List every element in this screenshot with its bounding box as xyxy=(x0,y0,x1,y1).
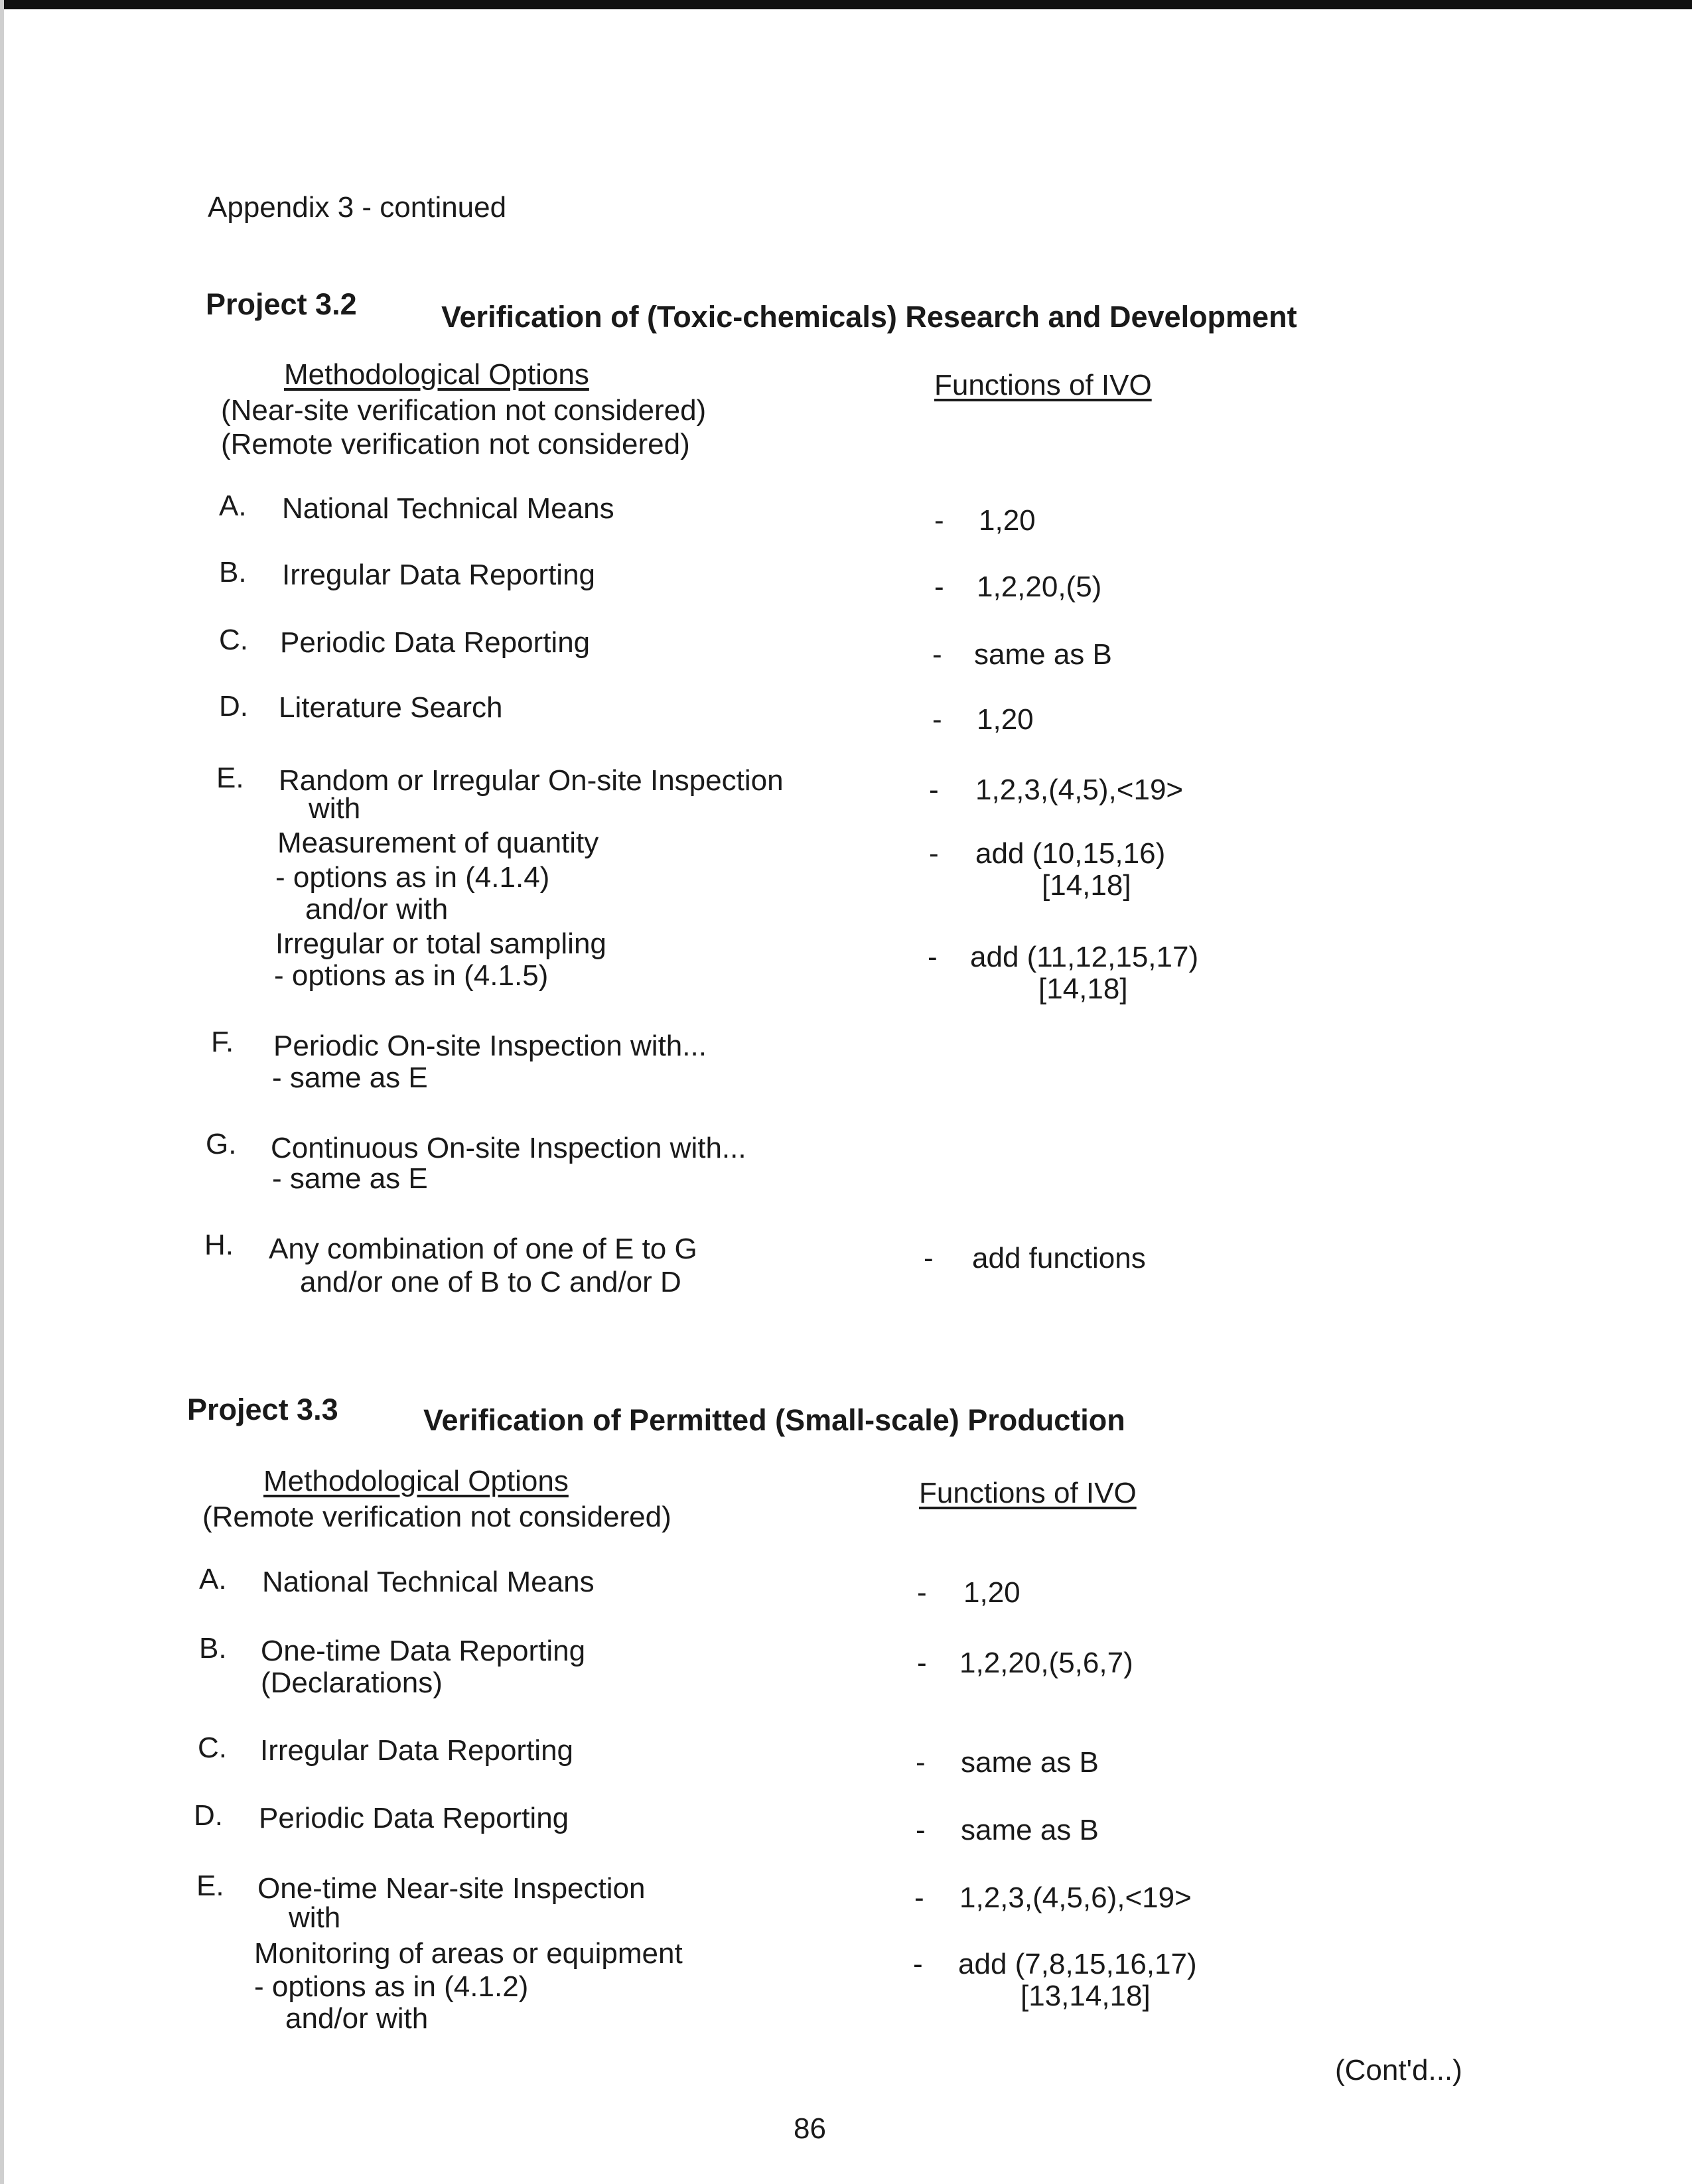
function-dash: - xyxy=(917,1647,927,1679)
function-value: 1,20 xyxy=(963,1576,1021,1609)
function-dash: - xyxy=(932,703,942,736)
function-dash: - xyxy=(929,837,939,870)
function-dash: - xyxy=(916,1746,926,1779)
function-dash: - xyxy=(914,1881,924,1914)
function-value: same as B xyxy=(961,1814,1099,1846)
item-letter: C. xyxy=(198,1732,227,1764)
function-dash: - xyxy=(913,1948,923,1980)
item-text: and/or with xyxy=(305,893,449,925)
function-value: same as B xyxy=(974,638,1112,671)
item-letter: E. xyxy=(216,762,244,794)
item-text: Measurement of quantity xyxy=(277,827,599,859)
item-text: National Technical Means xyxy=(262,1566,595,1598)
project-label: Project 3.3 xyxy=(187,1393,338,1426)
item-text: Continuous On-site Inspection with... xyxy=(271,1132,746,1164)
item-letter: C. xyxy=(219,624,248,656)
item-letter: A. xyxy=(199,1563,227,1596)
options-header: Methodological Options xyxy=(284,358,589,391)
item-letter: G. xyxy=(206,1128,237,1160)
project-label: Project 3.2 xyxy=(206,287,357,321)
function-value: 1,20 xyxy=(977,703,1034,736)
item-text: Irregular Data Reporting xyxy=(282,559,596,591)
function-dash: - xyxy=(934,571,944,603)
item-text: - same as E xyxy=(272,1061,428,1094)
item-text: Irregular Data Reporting xyxy=(260,1734,574,1767)
function-dash: - xyxy=(924,1242,934,1274)
item-letter: B. xyxy=(219,556,247,588)
function-dash: - xyxy=(928,941,938,973)
options-note: (Remote verification not considered) xyxy=(221,428,690,460)
item-text: - options as in (4.1.5) xyxy=(274,959,549,992)
item-text: - same as E xyxy=(272,1162,428,1195)
item-text: - options as in (4.1.2) xyxy=(254,1970,529,2003)
functions-header: Functions of IVO xyxy=(919,1477,1137,1509)
item-text: and/or one of B to C and/or D xyxy=(300,1266,681,1298)
continued-note: (Cont'd...) xyxy=(1335,2054,1462,2086)
item-text: Monitoring of areas or equipment xyxy=(254,1937,683,1970)
item-letter: F. xyxy=(211,1026,234,1058)
function-value: add functions xyxy=(972,1242,1146,1274)
function-value: 1,2,20,(5,6,7) xyxy=(959,1647,1133,1679)
scan-left-edge xyxy=(0,0,4,2184)
function-dash: - xyxy=(917,1576,927,1609)
function-value: add (11,12,15,17) xyxy=(970,941,1199,973)
function-value: same as B xyxy=(961,1746,1099,1779)
function-value: [13,14,18] xyxy=(1021,1980,1151,2012)
item-letter: D. xyxy=(219,690,248,722)
function-value: [14,18] xyxy=(1038,973,1128,1005)
item-letter: E. xyxy=(196,1870,224,1902)
function-dash: - xyxy=(916,1814,926,1846)
function-value: 1,2,3,(4,5),<19> xyxy=(975,774,1184,806)
function-value: add (10,15,16) xyxy=(975,837,1166,870)
item-text: National Technical Means xyxy=(282,492,614,525)
item-letter: H. xyxy=(204,1229,234,1261)
function-dash: - xyxy=(934,504,944,537)
function-value: 1,2,3,(4,5,6),<19> xyxy=(959,1881,1192,1914)
item-text: Periodic On-site Inspection with... xyxy=(273,1030,707,1062)
item-letter: A. xyxy=(219,490,247,522)
item-text: - options as in (4.1.4) xyxy=(275,861,550,894)
item-text: One-time Data Reporting xyxy=(261,1635,586,1667)
options-note: (Remote verification not considered) xyxy=(202,1501,671,1533)
item-text: Irregular or total sampling xyxy=(275,927,606,960)
function-value: 1,2,20,(5) xyxy=(977,571,1102,603)
item-text: Random or Irregular On-site Inspection xyxy=(279,764,784,797)
item-text: (Declarations) xyxy=(261,1667,443,1699)
item-letter: D. xyxy=(194,1799,223,1832)
item-text: with xyxy=(289,1901,341,1934)
item-text: One-time Near-site Inspection xyxy=(257,1872,646,1905)
functions-header: Functions of IVO xyxy=(934,369,1152,401)
options-header: Methodological Options xyxy=(263,1465,569,1497)
scan-top-edge xyxy=(0,0,1692,9)
item-text: with xyxy=(309,792,361,825)
item-text: Literature Search xyxy=(279,691,503,724)
item-letter: B. xyxy=(199,1632,227,1665)
item-text: Periodic Data Reporting xyxy=(280,626,591,659)
function-dash: - xyxy=(932,638,942,671)
function-dash: - xyxy=(929,774,939,806)
options-note: (Near-site verification not considered) xyxy=(221,394,707,427)
function-value: add (7,8,15,16,17) xyxy=(958,1948,1197,1980)
function-value: 1,20 xyxy=(979,504,1036,537)
project-title: Verification of (Toxic-chemicals) Research and Development xyxy=(441,300,1297,334)
function-value: [14,18] xyxy=(1042,869,1131,902)
page-number: 86 xyxy=(794,2112,826,2145)
project-title: Verification of Permitted (Small-scale) Production xyxy=(423,1403,1125,1437)
appendix-heading: Appendix 3 - continued xyxy=(208,191,507,224)
item-text: Periodic Data Reporting xyxy=(259,1802,569,1834)
item-text: Any combination of one of E to G xyxy=(269,1233,697,1265)
item-text: and/or with xyxy=(285,2002,429,2035)
